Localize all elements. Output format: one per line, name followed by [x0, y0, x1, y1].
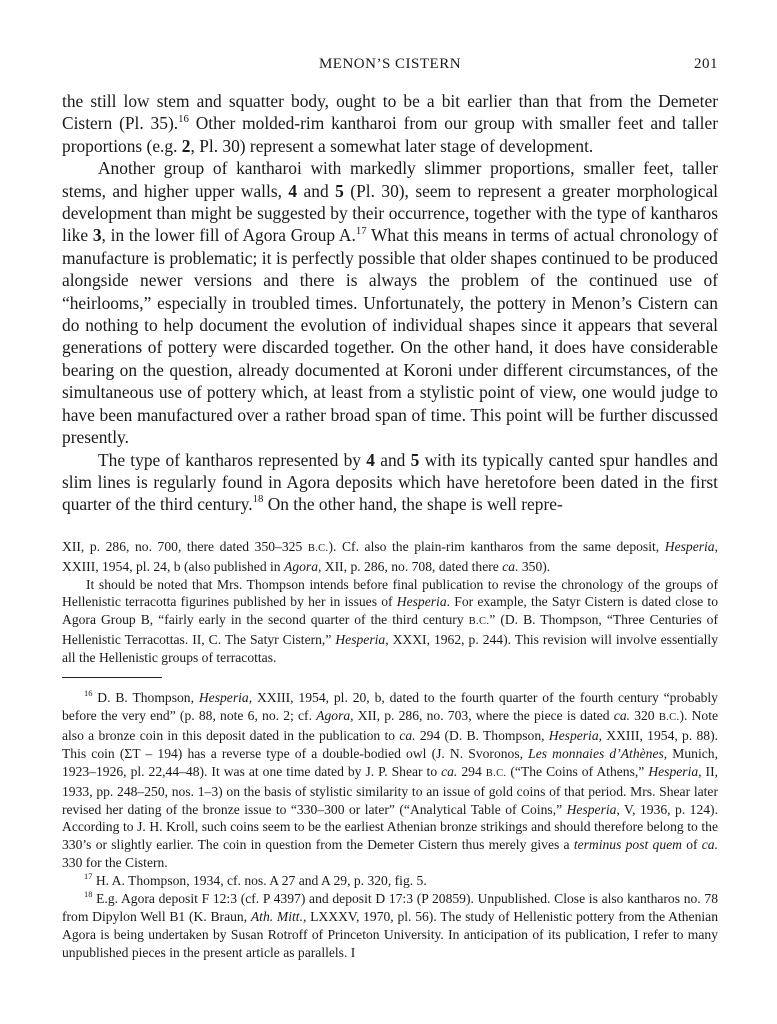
text-run: (Pl. 30), seem to represent a greater morphological development than might be suggested by their occurrence, together with the type of kantharos like — [62, 180, 718, 246]
journal-title: Hesperia — [648, 763, 699, 779]
page — [62, 56, 718, 962]
footnote-ref-18[interactable]: 18 — [252, 493, 264, 506]
footnote-marker: 17 — [84, 870, 93, 881]
footnotes — [62, 689, 718, 962]
catalog-number: 2 — [181, 135, 191, 156]
text-run: , in the lower fill of Agora Group A. — [101, 225, 356, 246]
catalog-number: 4 — [288, 180, 298, 201]
small-caps: B.C. — [468, 616, 490, 628]
page-number: 201 — [694, 56, 718, 72]
text-run: and — [374, 449, 411, 470]
text-run: and — [297, 180, 336, 201]
italic-abbrev: ca. — [441, 763, 458, 779]
text-run: the still low stem and squatter body, ought to be a bit earlier than that from the Demeter Cistern (Pl. 35). — [62, 91, 718, 134]
continued-footnote — [62, 538, 718, 667]
text-run: , XXIII, 1954, pl. 24, b (also published in — [62, 538, 718, 574]
text-run: , XXIII, 1954, pl. 20, b, dated to the fourth quarter of the fourth century “probably before the very end” (p. 88, note 6, no. 2; cf. — [62, 690, 718, 723]
small-caps: B.C. — [307, 542, 329, 554]
text-run: 330 for the Cistern. — [62, 855, 168, 871]
text-run: The type of kantharos represented by — [98, 449, 367, 470]
footnote-18 — [62, 890, 718, 962]
text-run: ). Cf. also the plain-rim kantharos from the same deposit, — [328, 538, 665, 554]
text-run: , XII, p. 286, no. 708, dated there — [318, 558, 503, 574]
text-run: of — [681, 837, 702, 853]
text-run: , Pl. 30) represent a somewhat later stage of development. — [190, 135, 594, 156]
text-run: 294 (D. B. Thompson, — [415, 727, 549, 743]
italic-abbrev: ca. — [701, 837, 718, 853]
text-run: , II, 1933, pp. 248–250, nos. 1–3) on the basis of stylistic similarity to an issue of gold coins of that period. Mrs. Shear later revised her dating of the bronze issue to “330–300 or later” (“Analytical Table of Coins,” — [62, 763, 719, 817]
latin-phrase: terminus post quem — [573, 837, 682, 853]
text-run: , XXXI, 1962, p. 244). This revision will involve essentially all the Hellenistic groups of terracottas. — [62, 632, 718, 666]
text-run: E.g. Agora deposit F 12:3 (cf. P 4397) and deposit D 17:3 (P 20859). Unpublished. Close is also kantharos no. 78 from Dipylon Well B1 (K. Braun, — [62, 891, 718, 924]
italic-abbrev: ca. — [502, 558, 519, 574]
text-run: On the other hand, the shape is well repre- — [263, 494, 563, 515]
footnote-17 — [62, 872, 718, 890]
paragraph-2 — [62, 157, 718, 448]
text-run: with its typically canted spur handles and slim lines is regularly found in Agora deposits which have heretofore been dated in the first quarter of the third century. — [62, 449, 718, 515]
text-run: , XII, p. 286, no. 703, where the piece is dated — [350, 707, 614, 723]
text-run: XII, p. 286, no. 700, there dated 350–325 — [62, 538, 308, 554]
journal-title: Ath. Mitt. — [250, 908, 303, 924]
text-run: H. A. Thompson, 1934, cf. nos. A 27 and A 29, p. 320, fig. 5. — [92, 873, 427, 889]
footnote-marker: 18 — [84, 888, 93, 899]
paragraph-1 — [62, 90, 718, 157]
running-title: MENON’S CISTERN — [318, 56, 462, 72]
text-run: ” (D. B. Thompson, “Three Centuries of Hellenistic Terracottas. II, C. The Satyr Cistern,” — [62, 612, 718, 648]
text-run: . For example, the Satyr Cistern is dated close to Agora Group B, “fairly early in the second quarter of the third century — [62, 594, 718, 628]
text-run: , XXIII, 1954, p. 88). This coin (ΣT – 194) has a reverse type of a double-bodied owl (J. N. Svoronos, — [62, 727, 719, 761]
continued-footnote-line-1 — [62, 538, 718, 576]
main-text — [62, 90, 718, 516]
small-caps: B.C. — [485, 767, 507, 779]
text-run: (“The Coins of Athens,” — [506, 763, 649, 779]
footnote-divider — [62, 677, 162, 678]
footnote-16 — [62, 689, 718, 872]
paragraph-3 — [62, 449, 718, 516]
text-run: 350). — [518, 558, 551, 574]
footnote-ref-16[interactable]: 16 — [178, 112, 189, 125]
journal-title: Hesperia — [664, 538, 715, 554]
journal-title: Hesperia — [198, 690, 249, 706]
continued-footnote-line-2 — [62, 576, 718, 668]
journal-title: Hesperia — [335, 632, 386, 648]
catalog-number: 5 — [410, 449, 420, 470]
journal-title: Hesperia — [396, 594, 447, 610]
journal-title: Agora — [316, 707, 351, 723]
journal-title: Hesperia — [548, 727, 599, 743]
text-run: What this means in terms of actual chronology of manufacture is problematic; it is perfectly possible that older shapes continued to be produced alongside newer versions and there is always the problem of the continued use of “heirlooms,” especially in troubled times. Unfortunately, the pottery in Menon’s Cistern can do nothing to help document the evolution of individual shapes since it appears that several generations of pottery were discarded together. On the other hand, it does have considerable bearing on the question, already documented at Koroni under different circumstances, of the simultaneous use of pottery which, at least from a stylistic point of view, one would judge to have been manufactured over a rather broad span of time. This point will be further discussed presently. — [62, 225, 719, 448]
journal-title: Agora — [284, 558, 318, 574]
small-caps: B.C. — [658, 711, 680, 723]
journal-title: Hesperia — [566, 801, 617, 817]
running-header — [62, 56, 718, 78]
text-run: It should be noted that Mrs. Thompson intends before final publication to revise the chronology of the groups of Hellenistic terracotta figurines published by her in issues of — [62, 576, 718, 610]
catalog-number: 3 — [92, 225, 102, 246]
text-run: 320 — [630, 707, 659, 723]
italic-abbrev: ca. — [399, 727, 416, 743]
text-run: D. B. Thompson, — [92, 690, 199, 706]
book-title: Les monnaies d’Athènes — [528, 745, 664, 761]
footnote-ref-17[interactable]: 17 — [355, 224, 367, 237]
text-run: , V, 1936, p. 124). According to J. H. Kroll, such coins seem to be the earliest Athenian bronze strikings and should therefore belong to the 330’s or slightly earlier. The coin in question from the Demeter Cistern thus merely gives a — [62, 801, 718, 853]
footnote-marker: 16 — [84, 687, 93, 698]
text-run: 294 — [457, 763, 486, 779]
italic-abbrev: ca. — [613, 707, 631, 723]
text-run: , Munich, 1923–1926, pl. 22,44–48). It was at one time dated by J. P. Shear to — [62, 745, 718, 779]
text-run: Another group of kantharoi with markedly slimmer proportions, smaller feet, taller stems, and higher upper walls, — [62, 158, 718, 201]
text-run: ). Note also a bronze coin in this deposit dated in the publication to — [62, 707, 719, 743]
catalog-number: 5 — [335, 180, 344, 201]
catalog-number: 4 — [366, 449, 375, 470]
text-run: Other molded-rim kantharoi from our group with smaller feet and taller proportions (e.g. — [62, 113, 718, 156]
text-run: , LXXXV, 1970, pl. 56). The study of Hellenistic pottery from the Athenian Agora is being undertaken by Susan Rotroff of Princeton University. In anticipation of its publication, I refer to many unpublished pieces in the present article as parallels. I — [62, 908, 718, 960]
